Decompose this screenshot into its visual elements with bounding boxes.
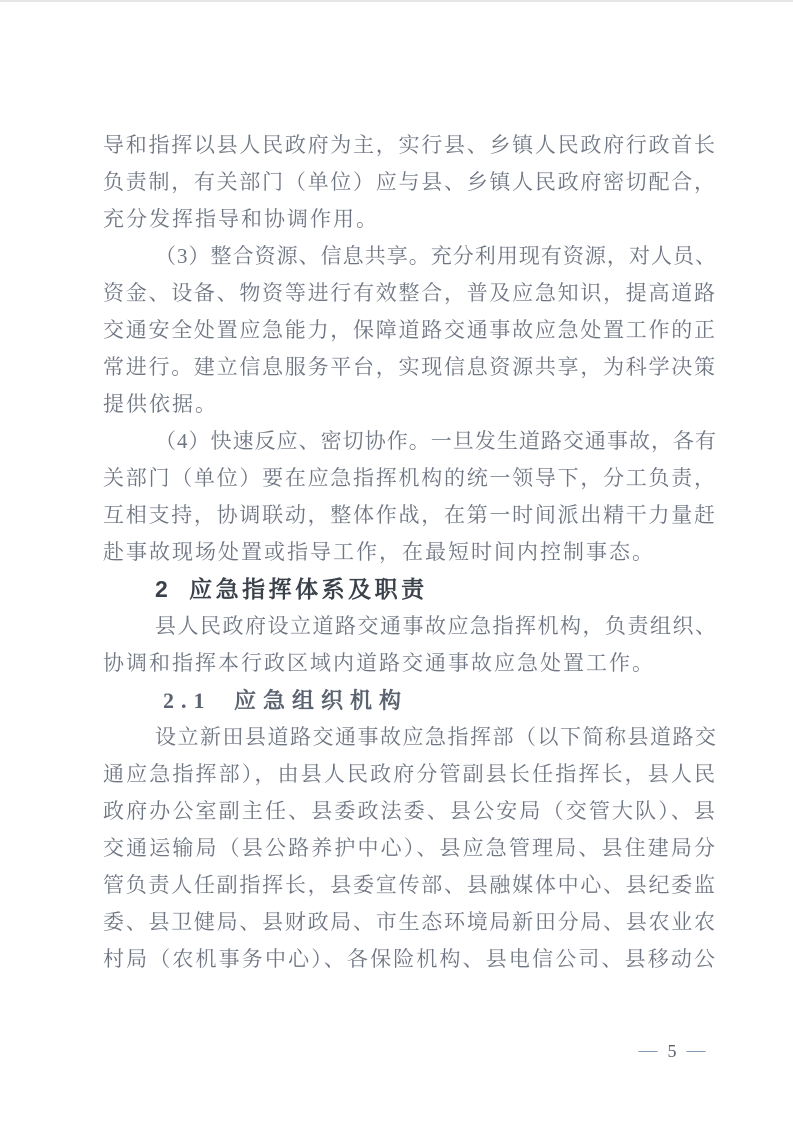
document-line: （3）整合资源、信息共享。充分利用现有资源，对人员、 <box>155 244 716 268</box>
section-heading: 2 应急指挥体系及职责 <box>155 576 428 602</box>
document-line: 村局（农机事务中心）、各保险机构、县电信公司、县移动公 <box>103 947 716 971</box>
document-line: 政府办公室副主任、县委政法委、县公安局（交管大队）、县 <box>103 799 716 823</box>
document-line: 交通安全处置应急能力，保障道路交通事故应急处置工作的正 <box>103 318 716 342</box>
document-line: 资金、设备、物资等进行有效整合，普及应急知识，提高道路 <box>103 281 716 305</box>
document-line: 协调和指挥本行政区域内道路交通事故应急处置工作。 <box>103 651 655 675</box>
document-line: 管负责人任副指挥长，县委宣传部、县融媒体中心、县纪委监 <box>103 873 716 897</box>
document-line: 互相支持，协调联动，整体作战，在第一时间派出精干力量赶 <box>103 503 716 527</box>
document-line: 设立新田县道路交通事故应急指挥部（以下简称县道路交 <box>155 725 716 749</box>
document-line: 赴事故现场处置或指导工作，在最短时间内控制事态。 <box>103 540 655 564</box>
page-number-dash-left: — <box>638 1040 658 1061</box>
document-text <box>103 127 716 978</box>
document-line: 交通运输局（县公路养护中心）、县应急管理局、县住建局分 <box>103 836 716 860</box>
document-line: 负责制，有关部门（单位）应与县、乡镇人民政府密切配合， <box>103 170 716 194</box>
document-line: 关部门（单位）要在应急指挥机构的统一领导下，分工负责， <box>103 466 716 490</box>
document-line: 通应急指挥部），由县人民政府分管副县长任指挥长，县人民 <box>103 762 716 786</box>
document-line: 委、县卫健局、县财政局、市生态环境局新田分局、县农业农 <box>103 910 716 934</box>
document-line: 县人民政府设立道路交通事故应急指挥机构，负责组织、 <box>155 614 716 638</box>
page-number-value: 5 <box>667 1041 677 1061</box>
document-line: 充分发挥指导和协调作用。 <box>103 207 379 231</box>
document-line: 常进行。建立信息服务平台，实现信息资源共享，为科学决策 <box>103 355 716 379</box>
document-line: （4）快速反应、密切协作。一旦发生道路交通事故，各有 <box>155 429 716 453</box>
page-number <box>612 1036 732 1066</box>
page-number-dash-right: — <box>686 1040 706 1061</box>
document-line: 提供依据。 <box>103 392 218 416</box>
section-heading: 2.1 应急组织机构 <box>163 688 409 713</box>
document-line: 导和指挥以县人民政府为主，实行县、乡镇人民政府行政首长 <box>103 133 716 157</box>
page-top-edge-line <box>0 0 793 2</box>
